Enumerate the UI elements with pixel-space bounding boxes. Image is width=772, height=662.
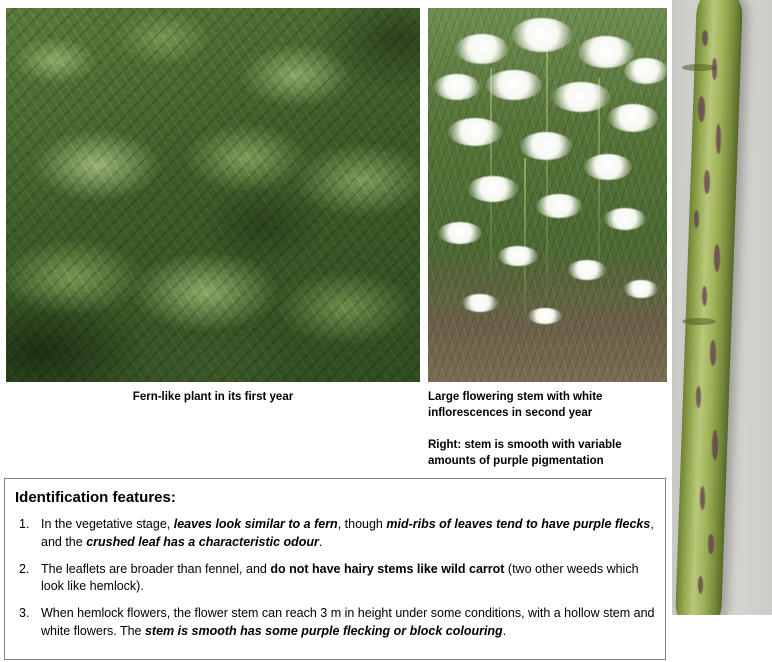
white-umbel xyxy=(528,308,562,324)
flower-stalk xyxy=(524,158,526,328)
identification-item xyxy=(15,561,655,597)
purple-fleck xyxy=(696,386,701,408)
identification-list xyxy=(15,516,655,641)
identification-text-run: crushed leaf has a characteristic odour xyxy=(86,534,319,549)
purple-fleck xyxy=(702,286,707,306)
purple-fleck xyxy=(712,430,718,460)
foliage-shading xyxy=(6,8,420,382)
flower-stalk xyxy=(546,48,548,298)
identification-item-number: 2. xyxy=(19,561,30,576)
white-umbel xyxy=(520,132,572,160)
caption-right-photo: Right: stem is smooth with variable amounts of purple pigmentation xyxy=(428,439,622,467)
purple-fleck xyxy=(716,124,721,154)
identification-features-box xyxy=(4,478,666,660)
identification-title: Identification features: xyxy=(15,489,176,506)
white-umbel xyxy=(456,34,508,64)
stem-node xyxy=(682,64,716,71)
identification-text-run: In the vegetative stage, xyxy=(41,517,174,531)
photo-fern-like-foliage xyxy=(6,8,420,382)
white-umbel xyxy=(468,176,518,202)
identification-item-number: 3. xyxy=(19,606,30,620)
white-umbel xyxy=(624,58,667,84)
white-umbel xyxy=(578,36,634,68)
stem-node xyxy=(682,318,716,325)
identification-text-run: , though xyxy=(337,517,387,531)
white-umbel xyxy=(584,154,632,180)
white-umbel xyxy=(536,194,582,218)
identification-item xyxy=(15,605,655,641)
purple-fleck xyxy=(698,576,703,594)
identification-text-run: (two other weeds which look like hemlock). xyxy=(41,561,639,594)
identification-item xyxy=(15,516,655,552)
white-umbel xyxy=(608,104,658,132)
purple-fleck xyxy=(702,30,708,46)
identification-text-run: The leaflets are broader than fennel, and xyxy=(41,561,271,576)
identification-item-text xyxy=(41,516,655,552)
flower-stalk xyxy=(490,68,492,278)
purple-fleck xyxy=(694,210,699,228)
purple-fleck xyxy=(708,534,714,554)
white-umbel xyxy=(512,18,572,52)
purple-fleck xyxy=(704,170,710,194)
white-umbel xyxy=(486,70,542,100)
identification-text-run: . xyxy=(502,623,507,638)
white-umbel xyxy=(434,74,480,100)
identification-item-text xyxy=(41,605,655,641)
purple-fleck xyxy=(700,486,705,510)
identification-text-run: , and the xyxy=(41,517,654,549)
white-umbel xyxy=(462,294,498,312)
purple-fleck xyxy=(712,58,717,80)
purple-fleck xyxy=(710,340,716,366)
identification-item-text xyxy=(41,561,655,597)
white-umbel xyxy=(604,208,646,230)
purple-fleck xyxy=(698,96,705,122)
caption-left-photo: Fern-like plant in its first year xyxy=(132,391,294,403)
identification-text-run: . xyxy=(318,534,323,549)
white-umbel xyxy=(448,118,502,146)
identification-text-run: When hemlock flowers, the flower stem can reach 3 m in height under some conditions, with a hollow stem and white flowers. The xyxy=(41,606,655,638)
white-umbel xyxy=(568,260,606,280)
white-umbel xyxy=(498,246,538,266)
photo-stem-closeup xyxy=(672,0,772,615)
photo-flowering-stem xyxy=(428,8,667,382)
caption-middle-photo: Large flowering stem with white inflorescences in second year xyxy=(428,391,603,419)
purple-fleck xyxy=(714,244,720,272)
identification-text-run: stem is smooth has some purple flecking or block colouring xyxy=(144,623,503,638)
white-umbel xyxy=(438,222,482,244)
identification-text-run: mid-ribs of leaves tend to have purple flecks xyxy=(386,517,651,531)
white-umbel xyxy=(552,82,610,112)
white-umbel xyxy=(624,280,658,298)
identification-text-run: leaves look similar to a fern xyxy=(173,517,338,531)
identification-item-number: 1. xyxy=(19,517,30,531)
identification-text-run: do not have hairy stems like wild carrot xyxy=(270,561,505,576)
